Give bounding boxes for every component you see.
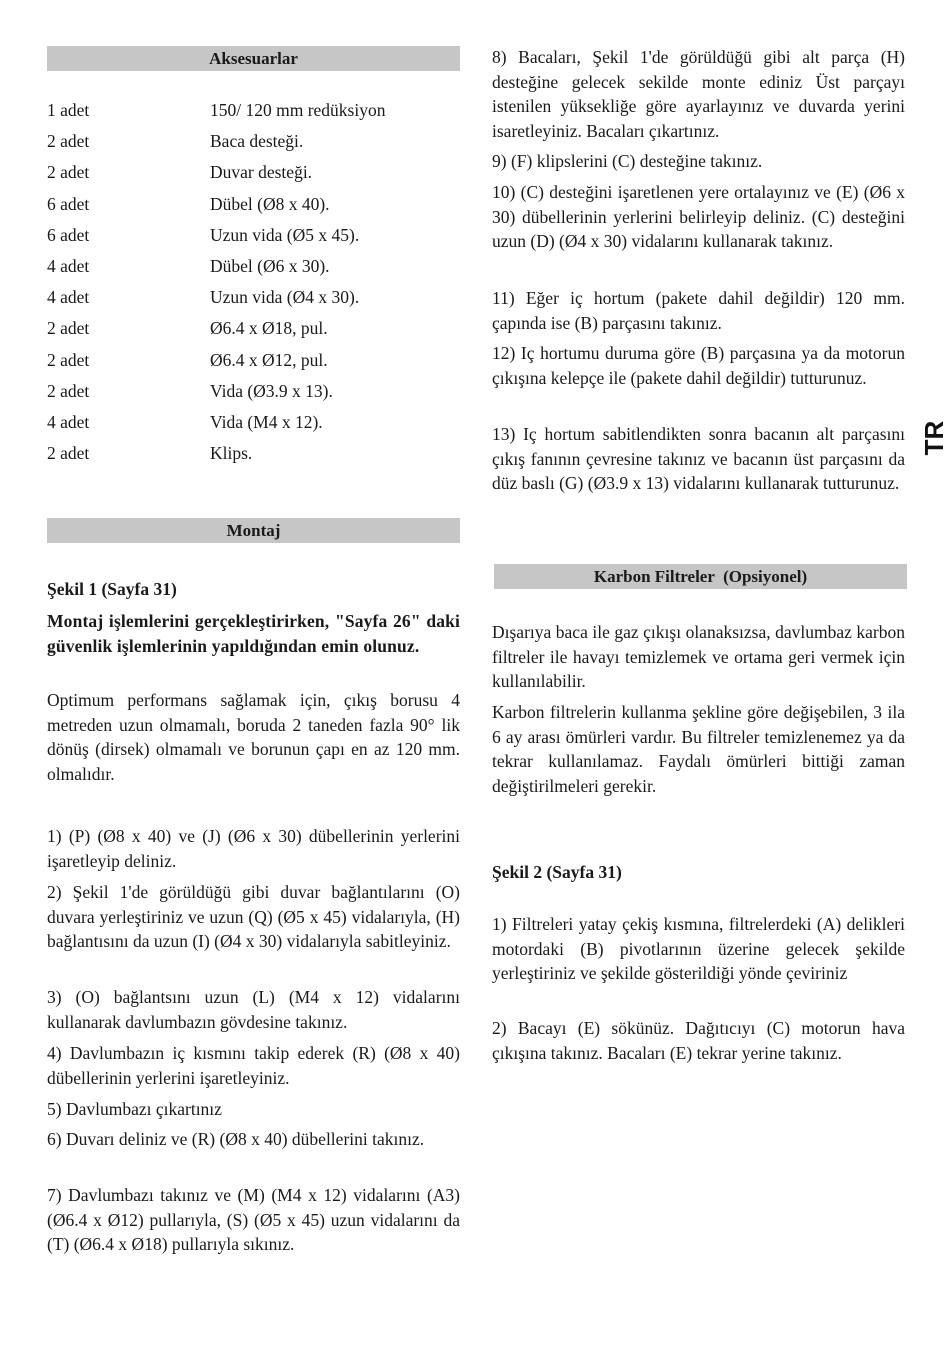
step-4: 4) Davlumbazın iç kısmını takip ederek (R) (Ø8 x 40) dübellerinin yerlerini işaretleyiniz. [47,1043,460,1088]
carbon-paragraph-2: Karbon filtrelerin kullanma şekline göre değişebilen, 3 ila 6 ay arası ömürleri vardır. Bu filtreler temizlenemez ya da tekrar kullanılamaz. Faydalı ömürleri bittiği zaman değiştirilmeleri gerekir. [492,702,905,796]
step-8: 8) Bacaları, Şekil 1'de görüldüğü gibi alt parça (H) desteğine gelecek sekilde monte ediniz Üst parçayı istenilen yüksekliğe göre ayarlayınız ve duvarda yerini isaretleyiniz. Bacaları çıkartınız. [492,47,905,141]
language-tab-label: TR [919,420,949,456]
accessory-row [47,223,467,247]
accessory-quantity: 4 adet [47,256,90,276]
accessory-quantity: 2 adet [47,349,90,370]
carbon-filters-header [494,564,907,589]
figure2-heading: Şekil 2 (Sayfa 31) [492,862,622,882]
accessory-quantity: 2 adet [47,131,90,152]
accessory-row [47,441,467,465]
carbon-filters-title: Karbon Filtreler (Opsiyonel) [593,567,808,586]
accessory-quantity: 2 adet [47,162,90,183]
step-11: 11) Eğer iç hortum (pakete dahil değildir) 120 mm. çapında ise (B) parçasını takınız. [492,288,905,333]
filter-step-1: 1) Filtreleri yatay çekiş kısmına, filtrelerdeki (A) delikleri motordaki (B) pivotlarının üzerine gelecek şekilde yerleştiriniz ve şekilde gösterildiği yönde çeviriniz [492,914,905,983]
accessory-row [47,348,467,372]
accessory-description: Baca desteği. [210,131,304,152]
safety-warning: Montaj işlemlerini gerçekleştirirken, "Sayfa 26" daki güvenlik işlemlerinin yapıldığından emin olunuz. [47,611,460,656]
accessory-quantity: 4 adet [47,412,90,432]
accessories-header [47,46,460,71]
step-7: 7) Davlumbazı takınız ve (M) (M4 x 12) vidalarını (A3) (Ø6.4 x Ø12) pullarıyla, (S) (Ø5 x 45) uzun vidalarını da (T) (Ø6.4 x Ø18) pullarıyla sıkınız. [47,1185,460,1254]
accessory-quantity: 2 adet [47,318,90,339]
accessory-description: Vida (Ø3.9 x 13). [210,380,333,401]
accessory-description: Vida (M4 x 12). [210,412,323,432]
montaj-header [47,518,460,543]
accessory-row [47,98,467,122]
step-3: 3) (O) bağlantsını uzun (L) (M4 x 12) vidalarını kullanarak davlumbazın gövdesine takınız. [47,987,460,1032]
step-10: 10) (C) desteğini işaretlenen yere ortalayınız ve (E) (Ø6 x 30) dübellerinin yerlerini belirleyip deliniz. (C) desteğini uzun (D) (Ø4 x 30) vidalarını kullanarak takınız. [492,182,905,251]
accessory-description: Uzun vida (Ø4 x 30). [210,287,360,308]
accessory-description: Dübel (Ø6 x 30). [210,256,330,276]
accessory-description: Duvar desteği. [210,162,313,183]
figure1-heading: Şekil 1 (Sayfa 31) [47,579,177,599]
accessory-description: Klips. [210,443,253,464]
accessory-row [47,192,467,216]
accessory-description: Uzun vida (Ø5 x 45). [210,224,360,245]
accessory-row [47,160,467,184]
montaj-title: Montaj [226,521,281,540]
step-1: 1) (P) (Ø8 x 40) ve (J) (Ø6 x 30) dübellerinin yerlerini işaretleyip deliniz. [47,826,460,871]
filter-step-2: 2) Bacayı (E) sökünüz. Dağıtıcıyı (C) motorun hava çıkışına takınız. Bacaları (E) tekrar yerine takınız. [492,1018,905,1063]
accessory-quantity: 2 adet [47,380,90,401]
step-12: 12) Iç hortumu duruma göre (B) parçasına ya da motorun çıkışına kelepçe ile (pakete dahil değildir) tutturunuz. [492,343,905,388]
accessory-description: Ø6.4 x Ø18, pul. [210,318,328,339]
accessory-description: 150/ 120 mm redüksiyon [210,100,386,120]
carbon-paragraph-1: Dışarıya baca ile gaz çıkışı olanaksızsa, davlumbaz karbon filtreler ile havayı temizlemek ve ortama geri vermek için kullanılabilir. [492,622,905,691]
intro-paragraph: Optimum performans sağlamak için, çıkış borusu 4 metreden uzun olmamalı, boruda 2 taneden fazla 90° lik dönüş (dirsek) olmamalı ve borunun çapı en az 120 mm. olmalıdır. [47,690,460,784]
step-6: 6) Duvarı deliniz ve (R) (Ø8 x 40) dübellerini takınız. [47,1129,425,1149]
step-2: 2) Şekil 1'de görüldüğü gibi duvar bağlantılarını (O) duvara yerleştiriniz ve uzun (Q) (Ø5 x 45) vidalarıyla, (H) bağlantısını da uzun (I) (Ø4 x 30) vidalarıyla sabitleyiniz. [47,882,460,951]
accessory-description: Dübel (Ø8 x 40). [210,193,330,214]
language-tab [912,403,950,475]
accessory-quantity: 6 adet [47,224,90,245]
accessory-quantity: 1 adet [47,100,90,120]
accessory-row [47,379,467,403]
accessory-row [47,129,467,153]
accessory-quantity: 4 adet [47,287,90,308]
accessory-row [47,254,467,278]
accessory-description: Ø6.4 x Ø12, pul. [210,349,328,370]
accessory-row [47,285,467,309]
accessories-title: Aksesuarlar [209,49,298,68]
step-5: 5) Davlumbazı çıkartınız [47,1099,222,1119]
step-9: 9) (F) klipslerini (C) desteğine takınız. [492,151,763,171]
accessory-row [47,410,467,434]
accessory-row [47,316,467,340]
step-13: 13) Iç hortum sabitlendikten sonra bacanın alt parçasını çıkış fanının çevresine takınız ve bacanın üst parçasını da düz baslı (G) (Ø3.9 x 13) vidalarını kullanarak tutturunuz. [492,424,905,493]
accessory-quantity: 6 adet [47,193,90,214]
accessory-quantity: 2 adet [47,443,90,464]
